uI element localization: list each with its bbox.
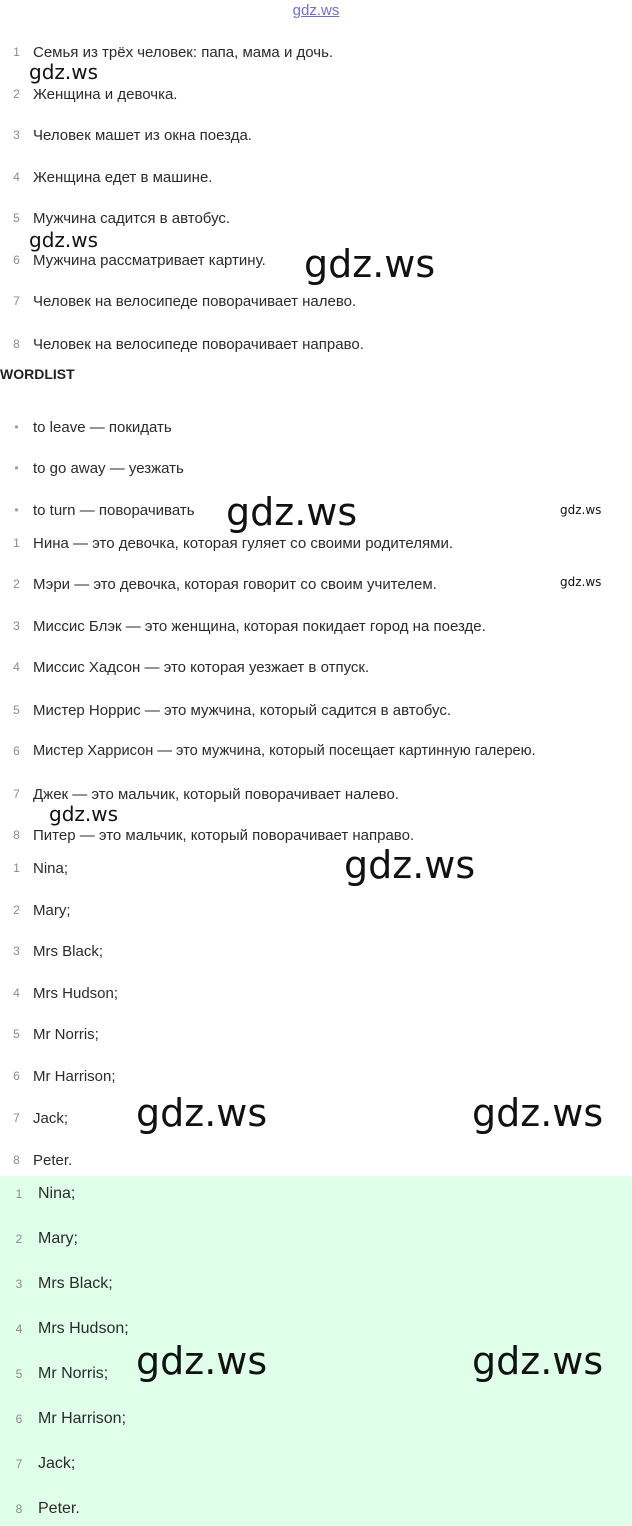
item-text: Мистер Норрис — это мужчина, который садится в автобус. <box>33 701 452 719</box>
list-item <box>0 1360 108 1388</box>
list-item <box>0 1148 72 1172</box>
item-text: Мужчина садится в автобус. <box>33 209 231 227</box>
item-number: 5 <box>13 703 20 717</box>
item-text: Мэри — это девочка, которая говорит со своим учителем. <box>33 575 437 593</box>
item-number: 4 <box>13 660 20 674</box>
list-item <box>0 531 453 555</box>
watermark: gdz.ws <box>472 1091 604 1135</box>
wordlist-item <box>0 498 195 522</box>
list-item <box>0 1180 75 1208</box>
list-item <box>0 82 177 106</box>
item-number: 1 <box>13 861 20 875</box>
watermark: gdz.ws <box>304 242 436 286</box>
watermark: gdz.ws <box>226 490 358 534</box>
bullet-icon: • <box>14 461 19 475</box>
item-number: 7 <box>13 294 20 308</box>
list-item <box>0 1495 80 1523</box>
item-number: 2 <box>13 87 20 101</box>
list-item <box>0 123 252 147</box>
site-header-link[interactable]: gdz.ws <box>292 2 340 19</box>
wordlist-text: to turn — поворачивать <box>33 501 195 519</box>
item-text: Mr Harrison; <box>33 1067 116 1085</box>
list-item <box>0 1315 129 1343</box>
item-number: 6 <box>13 253 20 267</box>
item-number: 2 <box>15 1232 23 1246</box>
item-text: Nina; <box>38 1185 76 1202</box>
item-text: Jack; <box>33 1109 69 1127</box>
item-text: Человек на велосипеде поворачивает налево. <box>33 292 357 310</box>
watermark: gdz.ws <box>136 1091 268 1135</box>
item-number: 6 <box>15 1412 23 1426</box>
item-text: Миссис Блэк — это женщина, которая покидает город на поезде. <box>33 617 486 635</box>
item-number: 7 <box>15 1457 23 1471</box>
wordlist-item <box>0 415 172 439</box>
list-item <box>0 856 68 880</box>
watermark: gdz.ws <box>29 60 99 84</box>
item-number: 8 <box>15 1502 23 1516</box>
item-text: Mrs Hudson; <box>33 984 119 1002</box>
list-item <box>0 206 230 230</box>
list-item <box>0 614 486 638</box>
item-number: 8 <box>13 337 20 351</box>
watermark: gdz.ws <box>560 575 602 589</box>
item-text: Человек на велосипеде поворачивает направо. <box>33 335 364 353</box>
item-text: Mrs Hudson; <box>38 1320 129 1337</box>
item-number: 3 <box>13 128 20 142</box>
item-text: Nina; <box>33 859 69 877</box>
bullet-icon: • <box>14 420 19 434</box>
item-number: 6 <box>13 1069 20 1083</box>
watermark: gdz.ws <box>472 1339 604 1383</box>
item-text: Mrs Black; <box>33 942 104 960</box>
list-item <box>0 332 364 356</box>
item-text: Нина — это девочка, которая гуляет со своими родителями. <box>33 534 453 552</box>
item-text: Peter. <box>33 1151 73 1169</box>
item-text: Питер — это мальчик, который поворачивает направо. <box>33 826 415 844</box>
list-item <box>0 898 71 922</box>
item-number: 2 <box>13 903 20 917</box>
watermark: gdz.ws <box>560 503 602 517</box>
item-text: Mr Norris; <box>33 1025 99 1043</box>
list-item <box>0 1225 78 1253</box>
wordlist-heading: WORDLIST <box>0 366 75 382</box>
item-number: 8 <box>13 1153 20 1167</box>
item-text: Миссис Хадсон — это которая уезжает в отпуск. <box>33 658 370 676</box>
watermark: gdz.ws <box>29 228 99 252</box>
item-number: 8 <box>13 828 20 842</box>
list-item <box>0 739 536 763</box>
item-text: Женщина едет в машине. <box>33 168 213 186</box>
list-item <box>0 1064 116 1088</box>
list-item <box>0 572 437 596</box>
watermark: gdz.ws <box>136 1339 268 1383</box>
item-text: Jack; <box>38 1455 76 1472</box>
list-item <box>0 1022 99 1046</box>
list-item <box>0 1450 75 1478</box>
item-number: 4 <box>13 986 20 1000</box>
item-text: Mr Norris; <box>38 1365 109 1382</box>
wordlist-text: to go away — уезжать <box>33 459 184 477</box>
item-text: Мужчина рассматривает картину. <box>33 251 266 269</box>
item-text: Mrs Black; <box>38 1275 113 1292</box>
list-item <box>0 698 451 722</box>
item-number: 3 <box>15 1277 23 1291</box>
item-text: Женщина и девочка. <box>33 85 178 103</box>
item-number: 5 <box>13 211 20 225</box>
list-item <box>0 289 356 313</box>
wordlist-text: to leave — покидать <box>33 418 172 436</box>
item-number: 7 <box>13 1111 20 1125</box>
wordlist-item <box>0 456 184 480</box>
item-number: 7 <box>13 787 20 801</box>
item-number: 3 <box>13 619 20 633</box>
item-number: 1 <box>15 1187 23 1201</box>
item-text: Джек — это мальчик, который поворачивает налево. <box>33 785 399 803</box>
item-text: Mary; <box>33 901 71 919</box>
item-number: 3 <box>13 944 20 958</box>
item-text: Мистер Харрисон — это мужчина, который посещает картинную галерею. <box>33 743 536 759</box>
item-number: 5 <box>13 1027 20 1041</box>
watermark: gdz.ws <box>344 843 476 887</box>
watermark: gdz.ws <box>49 802 119 826</box>
item-number: 4 <box>13 170 20 184</box>
item-text: Человек машет из окна поезда. <box>33 126 252 144</box>
list-item <box>0 1270 113 1298</box>
item-number: 6 <box>13 744 20 758</box>
item-number: 1 <box>13 536 20 550</box>
list-item <box>0 1106 68 1130</box>
list-item <box>0 939 103 963</box>
item-number: 5 <box>15 1367 23 1381</box>
item-text: Mr Harrison; <box>38 1410 127 1427</box>
item-number: 4 <box>15 1322 23 1336</box>
list-item <box>0 165 212 189</box>
list-item <box>0 1405 126 1433</box>
item-number: 1 <box>13 45 20 59</box>
item-text: Mary; <box>38 1230 78 1247</box>
list-item <box>0 655 369 679</box>
list-item <box>0 981 118 1005</box>
item-number: 2 <box>13 577 20 591</box>
item-text: Peter. <box>38 1500 80 1517</box>
bullet-icon: • <box>14 503 19 517</box>
item-text: Семья из трёх человек: папа, мама и дочь. <box>33 43 334 61</box>
